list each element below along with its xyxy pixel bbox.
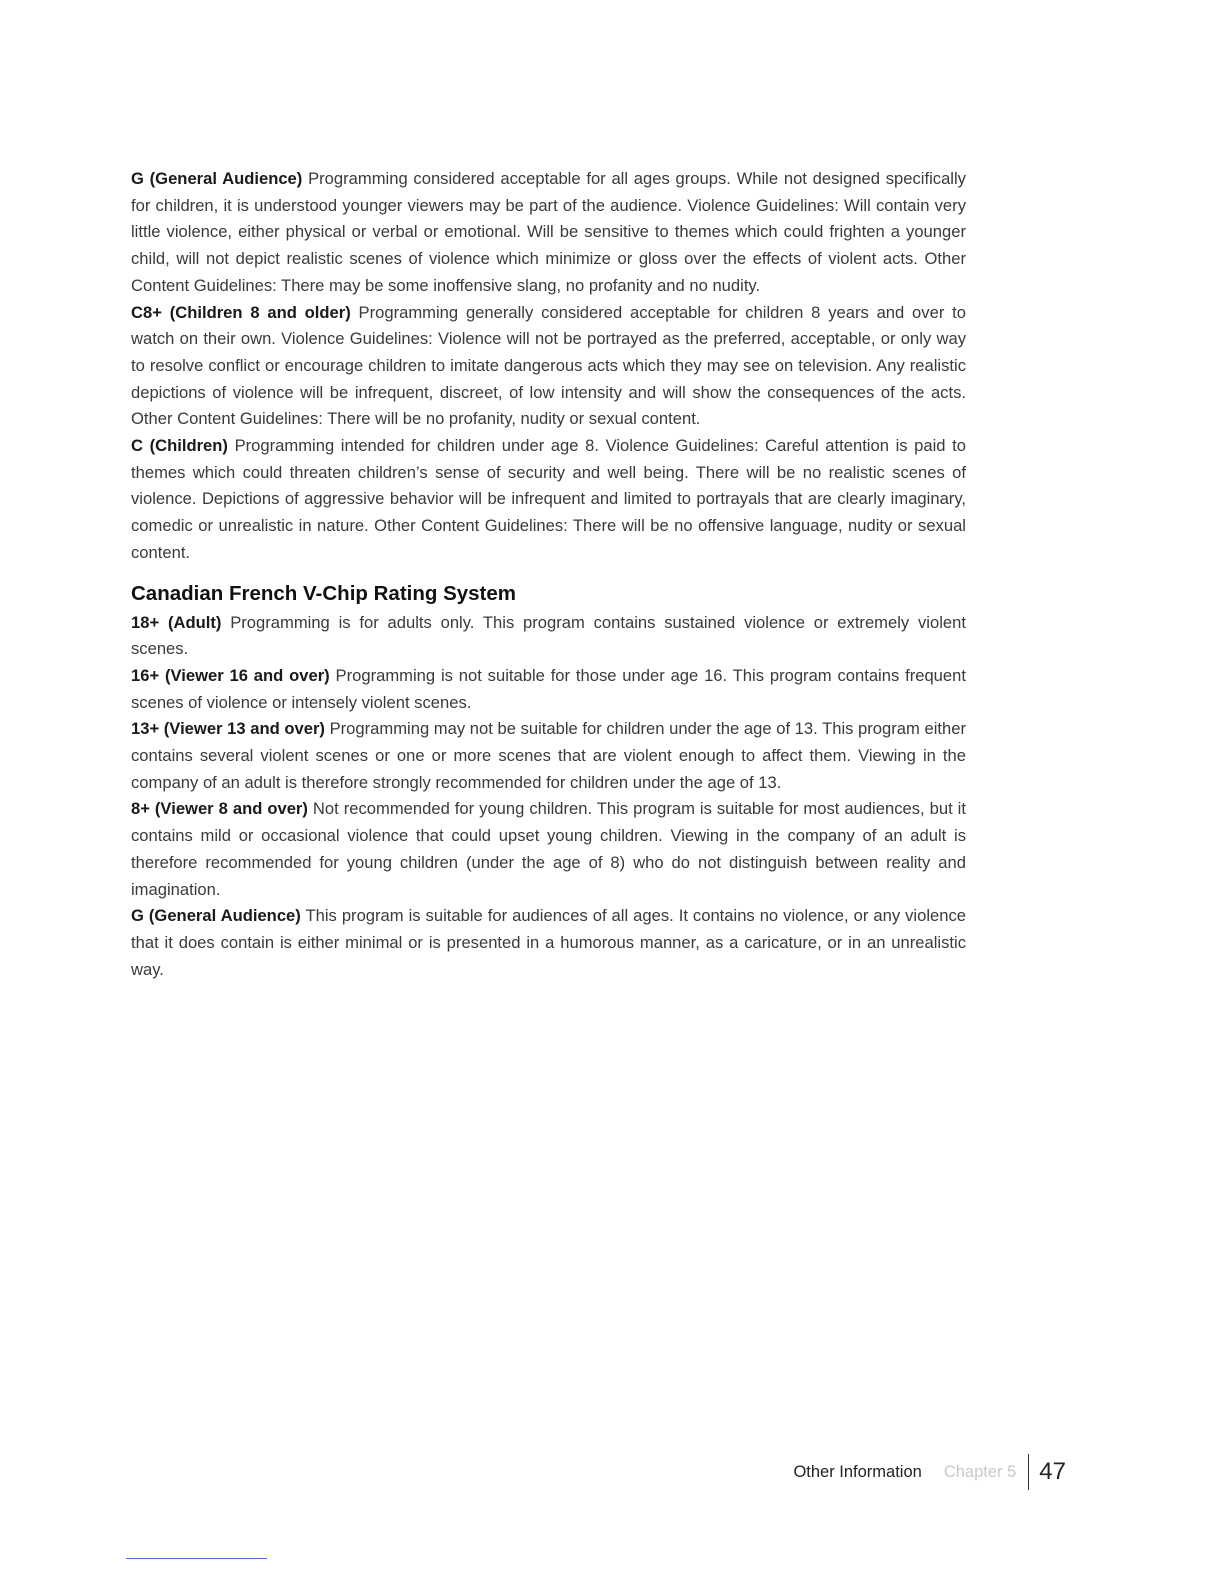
rating-entry-g-french [131, 903, 966, 983]
rating-term: G (General Audience) [131, 906, 301, 926]
rating-entry-g [131, 166, 966, 300]
rating-term: C8+ (Children 8 and older) [131, 302, 351, 322]
page-footer [793, 1453, 1066, 1491]
rating-description: This program is suitable for audiences of all ages. It contains no violence, or any violence that it does contain is either minimal or is presented in a humorous manner, as a caricature, or in an unrealistic way. [131, 906, 966, 979]
rating-term: 8+ (Viewer 8 and over) [131, 799, 308, 819]
rating-term: C (Children) [131, 436, 228, 456]
rating-description: Programming may not be suitable for children under the age of 13. This program either contains several violent scenes or one or more scenes that are violent enough to affect them. Viewing in the company of an adult is therefore strongly recommended for children under the age of 13. [131, 719, 966, 792]
section-heading: Canadian French V-Chip Rating System [131, 581, 517, 605]
rating-entry-c [131, 433, 966, 567]
rating-description: Programming is not suitable for those under age 16. This program contains frequent scenes of violence or intensely violent scenes. [131, 665, 966, 712]
rating-description: Programming considered acceptable for all ages groups. While not designed specifically for children, it is understood younger viewers may be part of the audience. Violence Guidelines: Will contain very little violence, either physical or verbal or emotional. Will be sensitive to themes which could frighten a younger child, will not depict realistic scenes of violence which minimize or gloss over the effects of violent acts. Other Content Guidelines: There may be some inoffensive slang, no profanity and no nudity. [131, 169, 966, 295]
rating-term: G (General Audience) [131, 169, 303, 188]
rating-entry-13plus [131, 716, 966, 796]
rating-entry-16plus [131, 663, 966, 716]
rating-term: 18+ (Adult) [131, 612, 222, 632]
footer-chapter-label: Chapter 5 [943, 1462, 1017, 1481]
rating-entry-c8 [131, 300, 966, 434]
footer-section-label: Other Information [793, 1462, 922, 1481]
rating-term: 16+ (Viewer 16 and over) [131, 665, 330, 685]
page-content [131, 166, 966, 983]
rating-description: Programming generally considered acceptable for children 8 years and over to watch on their own. Violence Guidelines: Violence will not be portrayed as the preferred, acceptable, or only way to resolve conflict or encourage children to imitate dangerous acts which they may see on television. Any realistic depictions of violence will be infrequent, discreet, of low intensity and will show the consequences of the acts. Other Content Guidelines: There will be no profanity, nudity or sexual content. [131, 302, 966, 429]
rating-description: Programming is for adults only. This program contains sustained violence or extremely violent scenes. [131, 612, 966, 659]
rating-entry-8plus [131, 796, 966, 903]
rating-description: Programming intended for children under age 8. Violence Guidelines: Careful attention is paid to themes which could threaten children’s sense of security and well being. There will be no realistic scenes of violence. Depictions of aggressive behavior will be infrequent and limited to portrayals that are clearly imaginary, comedic or unrealistic in nature. Other Content Guidelines: There will be no offensive language, nudity or sexual content. [131, 436, 966, 562]
corner-rule [126, 1558, 267, 1559]
rating-entry-18plus [131, 610, 966, 663]
page-number: 47 [1039, 1458, 1066, 1485]
rating-term: 13+ (Viewer 13 and over) [131, 719, 325, 739]
footer-divider [1028, 1454, 1029, 1490]
rating-description: Not recommended for young children. This program is suitable for most audiences, but it contains mild or occasional violence that could upset young children. Viewing in the company of an adult is therefore recommended for young children (under the age of 8) who do not distinguish between reality and imagination. [131, 799, 966, 899]
